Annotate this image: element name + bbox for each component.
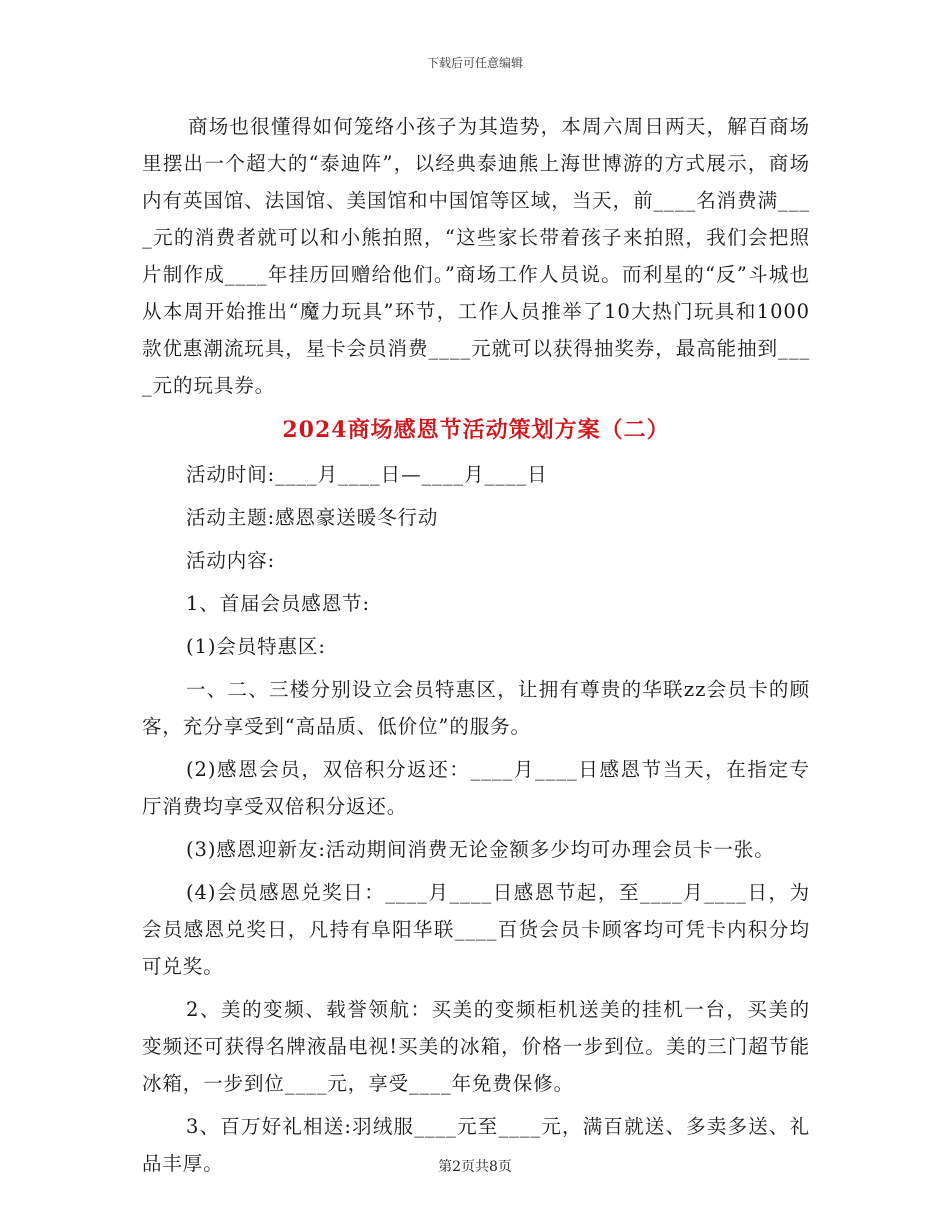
document-body	[142, 108, 810, 1182]
activity-theme: 活动主题:感恩豪送暖冬行动	[186, 506, 439, 529]
activity-time: 活动时间:____月____日—____月____日	[186, 463, 548, 486]
item-1-sub-1-text: 一、二、三楼分别设立会员特惠区，让拥有尊贵的华联zz会员卡的顾客，充分享受到“高品质、低价位”的服务。	[142, 678, 810, 738]
item-1-sub-2-text: (2)感恩会员，双倍积分返还：____月____日感恩节当天，在指定专厅消费均享受双倍积分返还。	[142, 758, 810, 818]
item-1-sub-1-title: (1)会员特惠区:	[186, 635, 326, 658]
item-1-title: 1、首届会员感恩节:	[186, 592, 370, 615]
page-footer-number: 第2页共8页	[438, 1159, 512, 1175]
activity-content-label: 活动内容:	[186, 549, 276, 572]
intro-paragraph: 商场也很懂得如何笼络小孩子为其造势，本周六周日两天，解百商场里摆出一个超大的“泰迪阵”，以经典泰迪熊上海世博游的方式展示，商场内有英国馆、法国馆、美国馆和中国馆等区域，当天，前____名消费满____元的消费者就可以和小熊拍照，“这些家长带着孩子来拍照，我们会把照片制作成____年挂历回赠给他们。”商场工作人员说。而利星的“反”斗城也从本周开始推出“魔力玩具”环节，工作人员推举了10大热门玩具和1000款优惠潮流玩具，星卡会员消费____元就可以获得抽奖券，最高能抽到____元的玩具券。	[142, 115, 810, 397]
section-title: 2024商场感恩节活动策划方案（二）	[282, 417, 670, 443]
item-3-text: 3、百万好礼相送:羽绒服____元至____元，满百就送、多卖多送、礼品丰厚。	[142, 1115, 810, 1175]
item-2-text: 2、美的变频、载誉领航：买美的变频柜机送美的挂机一台，买美的变频还可获得名牌液晶电视!买美的冰箱，价格一步到位。美的三门超节能冰箱，一步到位____元，享受____年免费保修。	[142, 998, 810, 1095]
page-header-note: 下载后可任意编辑	[426, 56, 523, 70]
item-1-sub-3-text: (3)感恩迎新友:活动期间消费无论金额多少均可办理会员卡一张。	[186, 838, 775, 861]
item-1-sub-4-text: (4)会员感恩兑奖日：____月____日感恩节起，至____月____日，为会员感恩兑奖日，凡持有阜阳华联____百货会员卡顾客均可凭卡内积分均可兑奖。	[142, 881, 810, 978]
